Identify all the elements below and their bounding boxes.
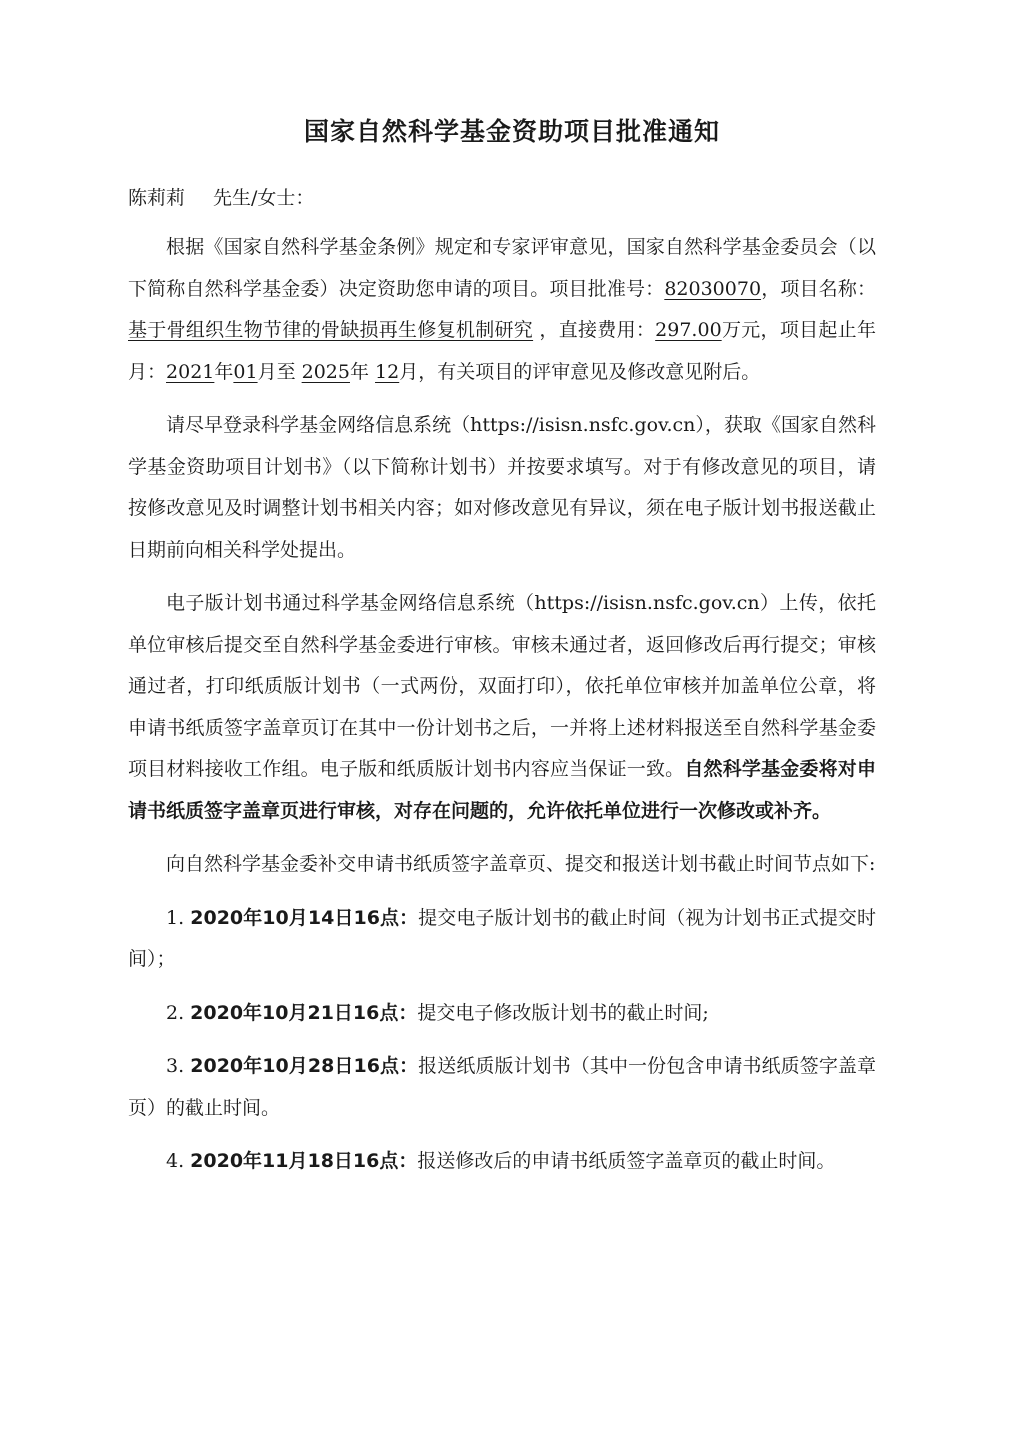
deadline-item: 3. 2020年10月28日16点：报送纸质版计划书（其中一份包含申请书纸质签字盖章页）的截止时间。 — [128, 1055, 876, 1119]
deadline-item: 4. 2020年11月18日16点：报送修改后的申请书纸质签字盖章页的截止时间。 — [166, 1150, 836, 1172]
start-month: 01 — [233, 360, 258, 383]
deadline-date: 2020年10月14日16点： — [190, 906, 419, 929]
notice-body — [128, 227, 876, 1195]
end-year: 2025 — [301, 360, 350, 383]
direct-cost: 297.00 — [655, 319, 722, 341]
recipient-honorific: 先生/女士： — [213, 187, 315, 209]
end-month: 12 — [375, 360, 400, 383]
salutation — [128, 183, 314, 210]
paragraph-login: 请尽早登录科学基金网络信息系统（https://isisn.nsfc.gov.cn），获取《国家自然科学基金资助项目计划书》（以下简称计划书）并按要求填写。对于有修改意见的项目，请按修改意见及时调整计划书相关内容；如对修改意见有异议，须在电子版计划书报送截止日期前向相关科学处提出。 — [128, 414, 876, 561]
paragraph-approval: 根据《国家自然科学基金条例》规定和专家评审意见，国家自然科学基金委员会（以下简称自然科学基金委）决定资助您申请的项目。项目批准号：82030070，项目名称：基于骨组织生物节律的骨缺损再生修复机制研究 ，直接费用：297.00万元，项目起止年月：2021年01月至 2025年 12月，有关项目的评审意见及修改意见附后。 — [128, 236, 876, 383]
deadline-date: 2020年10月21日16点： — [190, 1001, 418, 1024]
review-notice-bold: 自然科学基金委将对申请书纸质签字盖章页进行审核，对存在问题的，允许依托单位进行一次修改或补齐。 — [128, 758, 876, 822]
deadline-date: 2020年10月28日16点： — [190, 1055, 419, 1077]
recipient-name: 陈莉莉 — [128, 187, 186, 209]
start-year: 2021 — [166, 360, 215, 383]
approval-number: 82030070 — [664, 277, 762, 300]
paragraph-deadlines-intro: 向自然科学基金委补交申请书纸质签字盖章页、提交和报送计划书截止时间节点如下: — [166, 853, 876, 875]
paragraph-submission: 电子版计划书通过科学基金网络信息系统（https://isisn.nsfc.gov.cn）上传，依托单位审核后提交至自然科学基金委进行审核。审核未通过者，返回修改后再行提交；审核通过者，打印纸质版计划书（一式两份，双面打印），依托单位审核并加盖单位公章，将申请书纸质签字盖章页订在其中一份计划书之后，一并将上述材料报送至自然科学基金委项目材料接收工作组。电子版和纸质版计划书内容应当保证一致。自然科学基金委将对申请书纸质签字盖章页进行审核，对存在问题的，允许依托单位进行一次修改或补齐。 — [128, 592, 876, 822]
deadline-item: 1. 2020年10月14日16点：提交电子版计划书的截止时间（视为计划书正式提交时间）； — [128, 906, 876, 970]
page-title: 国家自然科学基金资助项目批准通知 — [303, 117, 720, 146]
deadline-item: 2. 2020年10月21日16点：提交电子修改版计划书的截止时间; — [166, 1001, 709, 1024]
project-name: 基于骨组织生物节律的骨缺损再生修复机制研究 — [128, 319, 534, 341]
deadline-date: 2020年11月18日16点： — [190, 1150, 418, 1172]
